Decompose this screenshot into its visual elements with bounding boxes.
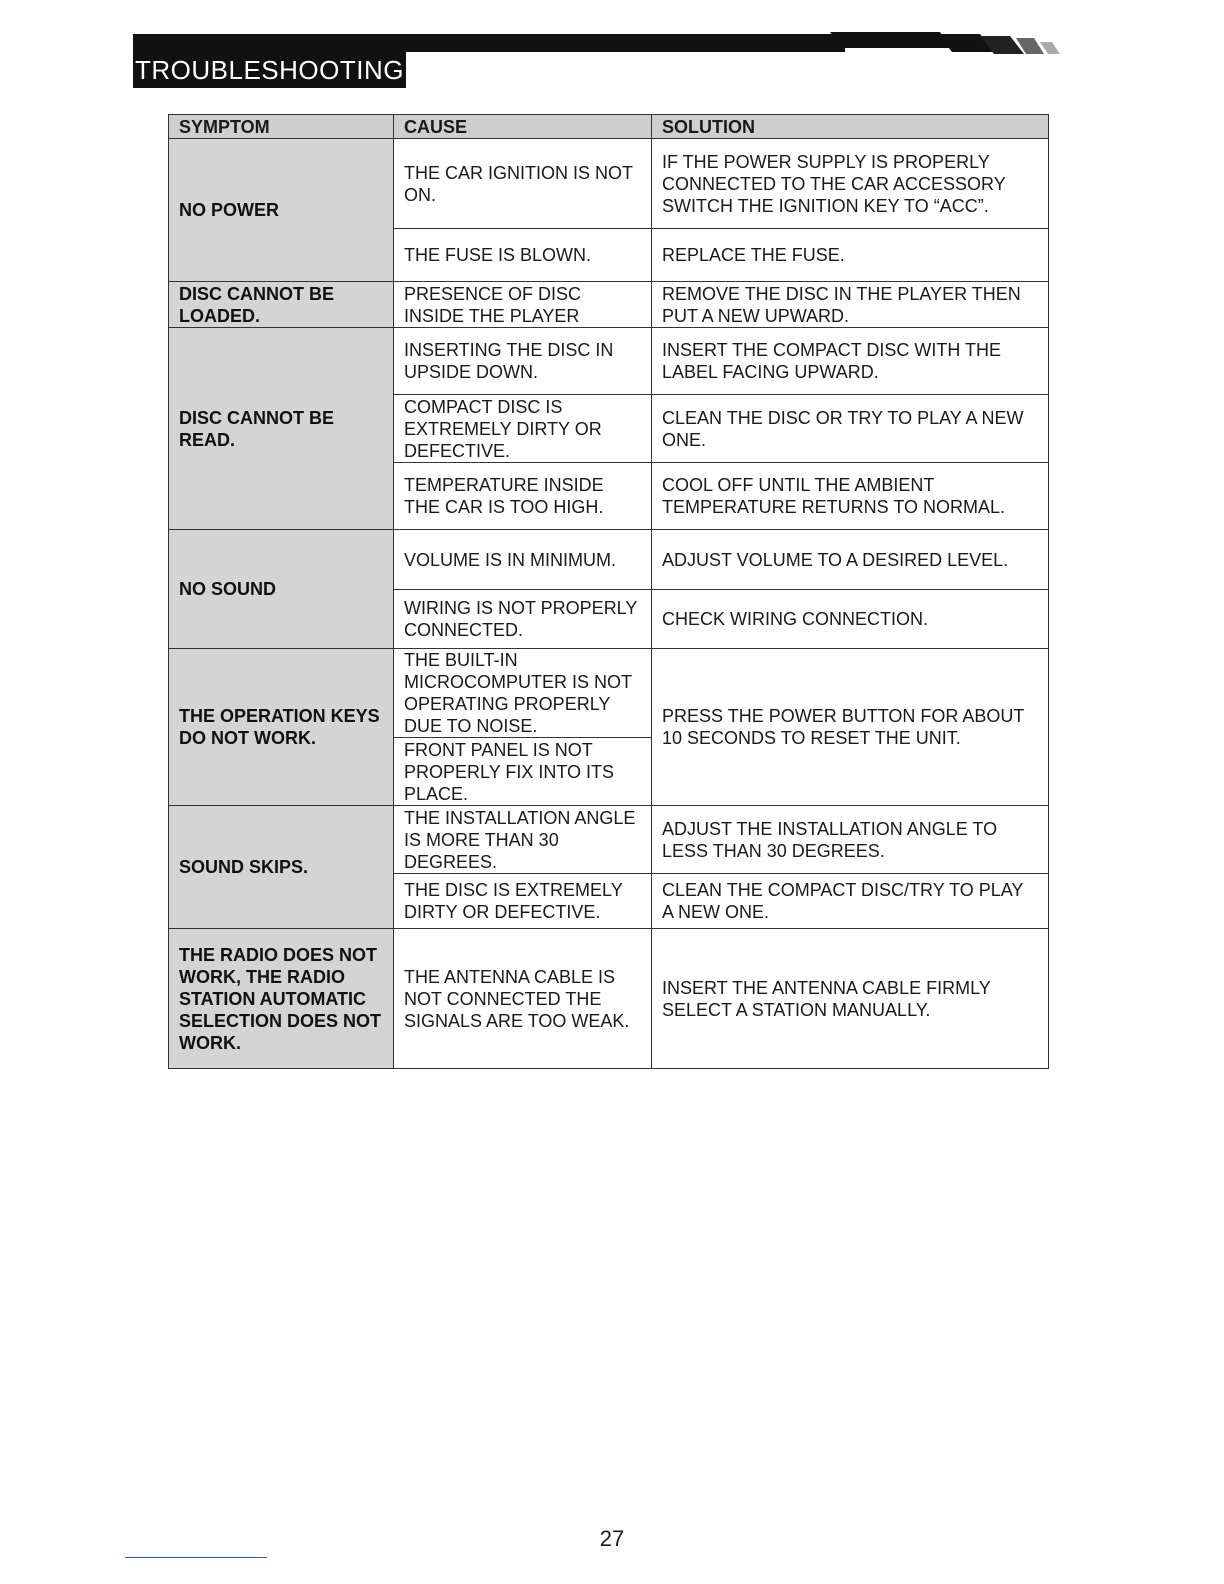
solution-cell: PRESS THE POWER BUTTON FOR ABOUT 10 SECONDS TO RESET THE UNIT.: [652, 649, 1049, 806]
table-header-row: [169, 115, 1049, 139]
symptom-cell: NO POWER: [169, 139, 394, 282]
cause-cell: THE DISC IS EXTREMELY DIRTY OR DEFECTIVE.: [394, 874, 652, 929]
cause-cell: THE INSTALLATION ANGLE IS MORE THAN 30 DEGREES.: [394, 806, 652, 874]
cause-cell: PRESENCE OF DISC INSIDE THE PLAYER: [394, 282, 652, 328]
symptom-cell: THE RADIO DOES NOT WORK, THE RADIO STATION AUTOMATIC SELECTION DOES NOT WORK.: [169, 929, 394, 1069]
solution-cell: CLEAN THE COMPACT DISC/TRY TO PLAY A NEW ONE.: [652, 874, 1049, 929]
solution-cell: COOL OFF UNTIL THE AMBIENT TEMPERATURE RETURNS TO NORMAL.: [652, 463, 1049, 530]
troubleshooting-table: [168, 114, 1049, 1069]
cause-cell: THE FUSE IS BLOWN.: [394, 229, 652, 282]
header-cause: CAUSE: [394, 115, 652, 139]
cause-cell: FRONT PANEL IS NOT PROPERLY FIX INTO ITS PLACE.: [394, 738, 652, 806]
solution-cell: CLEAN THE DISC OR TRY TO PLAY A NEW ONE.: [652, 395, 1049, 463]
symptom-cell: SOUND SKIPS.: [169, 806, 394, 929]
header-bar: [133, 34, 845, 52]
cause-cell: TEMPERATURE INSIDE THE CAR IS TOO HIGH.: [394, 463, 652, 530]
header-symptom: SYMPTOM: [169, 115, 394, 139]
table-row: [169, 929, 1049, 1069]
table-row: [169, 282, 1049, 328]
table-row: [169, 806, 1049, 874]
table-row: [169, 649, 1049, 738]
table-row: [169, 139, 1049, 229]
solution-cell: ADJUST THE INSTALLATION ANGLE TO LESS THAN 30 DEGREES.: [652, 806, 1049, 874]
cause-cell: VOLUME IS IN MINIMUM.: [394, 530, 652, 590]
cause-cell: WIRING IS NOT PROPERLY CONNECTED.: [394, 590, 652, 649]
cause-cell: THE ANTENNA CABLE IS NOT CONNECTED THE SIGNALS ARE TOO WEAK.: [394, 929, 652, 1069]
symptom-cell: DISC CANNOT BE LOADED.: [169, 282, 394, 328]
solution-cell: CHECK WIRING CONNECTION.: [652, 590, 1049, 649]
symptom-cell: DISC CANNOT BE READ.: [169, 328, 394, 530]
cause-cell: THE BUILT-IN MICROCOMPUTER IS NOT OPERATING PROPERLY DUE TO NOISE.: [394, 649, 652, 738]
solution-cell: INSERT THE ANTENNA CABLE FIRMLY SELECT A STATION MANUALLY.: [652, 929, 1049, 1069]
solution-cell: REMOVE THE DISC IN THE PLAYER THEN PUT A NEW UPWARD.: [652, 282, 1049, 328]
table-row: [169, 530, 1049, 590]
cause-cell: THE CAR IGNITION IS NOT ON.: [394, 139, 652, 229]
table-row: [169, 328, 1049, 395]
symptom-cell: NO SOUND: [169, 530, 394, 649]
solution-cell: IF THE POWER SUPPLY IS PROPERLY CONNECTED TO THE CAR ACCESSORY SWITCH THE IGNITION KEY TO “ACC”.: [652, 139, 1049, 229]
header-solution: SOLUTION: [652, 115, 1049, 139]
footer-rule: [125, 1557, 267, 1558]
cause-cell: COMPACT DISC IS EXTREMELY DIRTY OR DEFECTIVE.: [394, 395, 652, 463]
page-number: 27: [599, 1526, 625, 1551]
header-stripes-decoration: [830, 28, 1090, 64]
solution-cell: INSERT THE COMPACT DISC WITH THE LABEL FACING UPWARD.: [652, 328, 1049, 395]
solution-cell: ADJUST VOLUME TO A DESIRED LEVEL.: [652, 530, 1049, 590]
cause-cell: INSERTING THE DISC IN UPSIDE DOWN.: [394, 328, 652, 395]
solution-cell: REPLACE THE FUSE.: [652, 229, 1049, 282]
page-title: TROUBLESHOOTING: [133, 52, 406, 88]
symptom-cell: THE OPERATION KEYS DO NOT WORK.: [169, 649, 394, 806]
